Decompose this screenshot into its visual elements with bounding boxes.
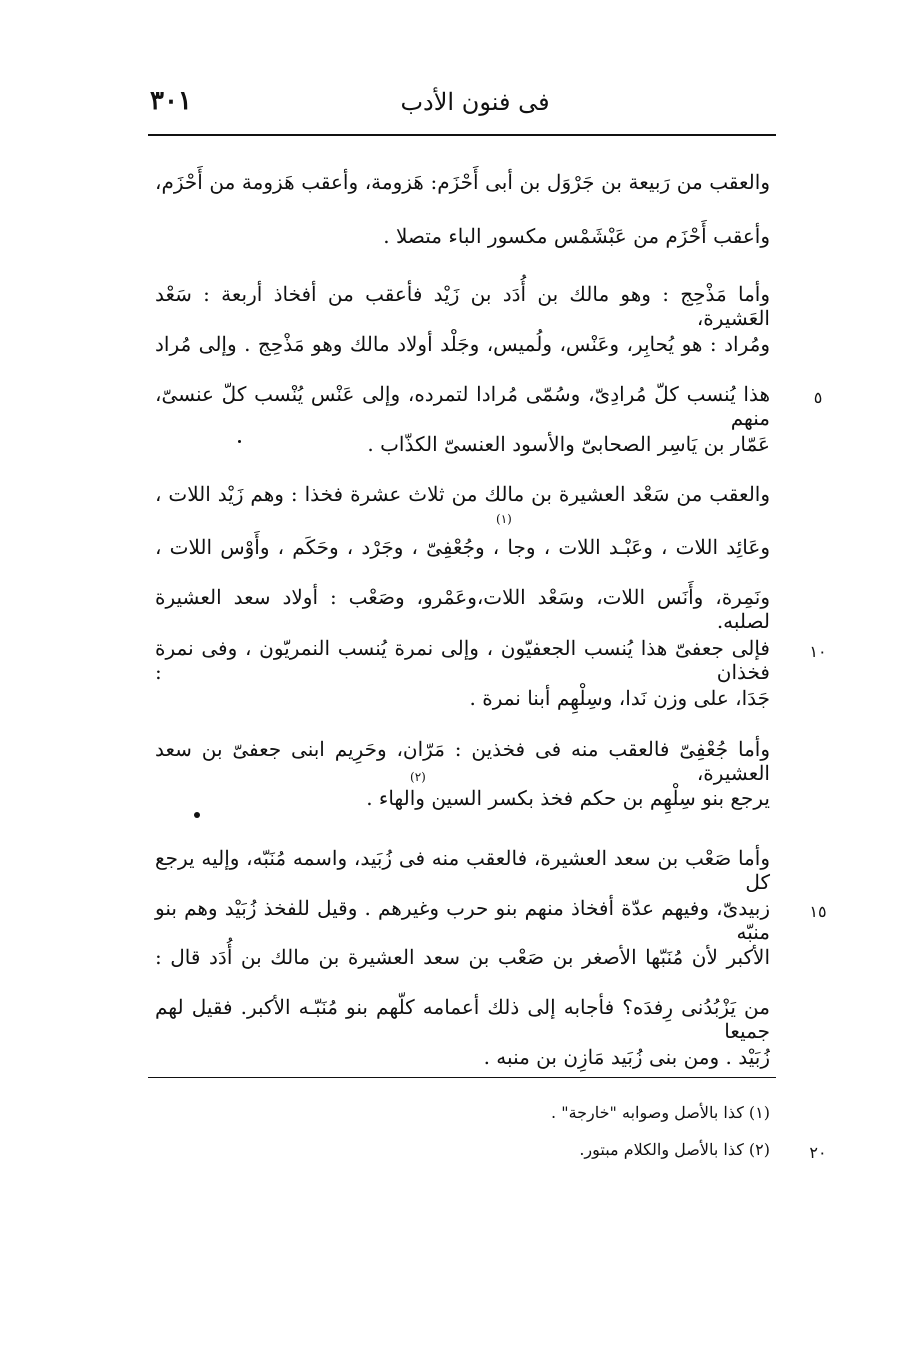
body-line-12: وأما جُعْفِىّ فالعقب منه فى فخذين : مَرّان، وحَرِيم ابنى جعفىّ بن سعد العشيرة، [155,737,770,785]
body-line-10: فإلى جعفىّ هذا يُنسب الجعفيّون ، وإلى نمرة يُنسب النمريّون ، وفى نمرة فخذان : [155,636,770,684]
note-marker-1: (١) [496,512,512,526]
body-line-6: عَمّار بن يَاسِر الصحابىّ والأسود العنسىّ الكذّاب . [367,432,770,456]
body-line-7: والعقب من سَعْد العشيرة بن مالك من ثلاث عشرة فخذا : وهم زَيْد اللات ، [155,482,770,506]
body-line-11: جَدَا، على وزن نَدا، وسِلْهِم أبنا نمرة . [469,686,770,710]
footnote-2: (٢) كذا بالأصل والكلام مبتور. [579,1140,770,1159]
body-line-13: يرجع بنو سِلْهِم بن حكم فخذ بكسر السين والهاء . [366,786,770,810]
footnote-rule [148,1077,776,1078]
note-marker-2: (٢) [410,770,426,784]
print-speck [238,440,241,443]
body-line-14: وأما صَعْب بن سعد العشيرة، فالعقب منه فى زُبَيد، واسمه مُنَبّه، وإليه يرجع كل [155,846,770,894]
body-line-5: هذا يُنسب كلّ مُرادِىّ، وسُمّى مُرادا لتمرده، وإلى عَنْس يُنْسب كلّ عنسىّ، منهم [155,382,770,430]
margin-line-number-20: ٢٠ [809,1143,827,1162]
body-line-1: والعقب من رَبيعة بن جَرْوَل بن أبى أَحْزَم: هَزومة، وأعقب هَزومة من أَحْزَم، [155,170,770,194]
body-line-3: وأما مَذْحِج : وهو مالك بن أُدَد بن زَيْد فأعقب من أفخاذ أربعة : سَعْد العَشيرة، [155,282,770,330]
header-rule [148,134,776,136]
print-speck [194,812,200,818]
body-line-15: زبيدىّ، وفيهم عدّة أفخاذ منهم بنو حرب وغيرهم . وقيل للفخذ زُبَيْد وهم بنو منبّه [155,896,770,944]
footnote-1: (١) كذا بالأصل وصوابه "خارجة" . [551,1103,770,1122]
margin-line-number-5: ٥ [813,388,823,407]
body-line-2: وأعقب أَحْزَم من عَبْشَمْس مكسور الباء متصلا . [383,224,770,248]
body-line-9: ونَمِرة، وأَنَس اللات، وسَعْد اللات،وعَمْرو، وصَعْب : أولاد سعد العشيرة لصلبه. [155,585,770,633]
body-line-16: الأكبر لأن مُنَبّها الأصغر بن صَعْب بن سعد العشيرة بن مالك بن أُدَد قال : [155,945,770,969]
page-number: ٣٠١ [150,86,192,116]
body-line-17: من يَزْبُدُنى رِفدَه؟ فأجابه إلى ذلك أعمامه كلّهم بنو مُنَبّـه الأكبر. فقيل لهم جميعا [155,995,770,1043]
margin-line-number-15: ١٥ [809,902,827,921]
margin-line-number-10: ١٠ [809,642,827,661]
body-line-8: وعَائِد اللات ، وعَبْـد اللات ، وجا ، وجُعْفِىّ ، وجَرْد ، وحَكَم ، وأَوْس اللات ، [155,535,770,559]
body-line-18: زُبَيْد . ومن بنى زُبَيد مَازِن بن منبه . [483,1045,770,1069]
body-line-4: ومُراد : هو يُحابِر، وعَنْس، ولُميس، وجَلْد أولاد مالك وهو مَذْحِج . وإلى مُراد [155,332,770,356]
running-header-title: فى فنون الأدب [400,88,550,116]
